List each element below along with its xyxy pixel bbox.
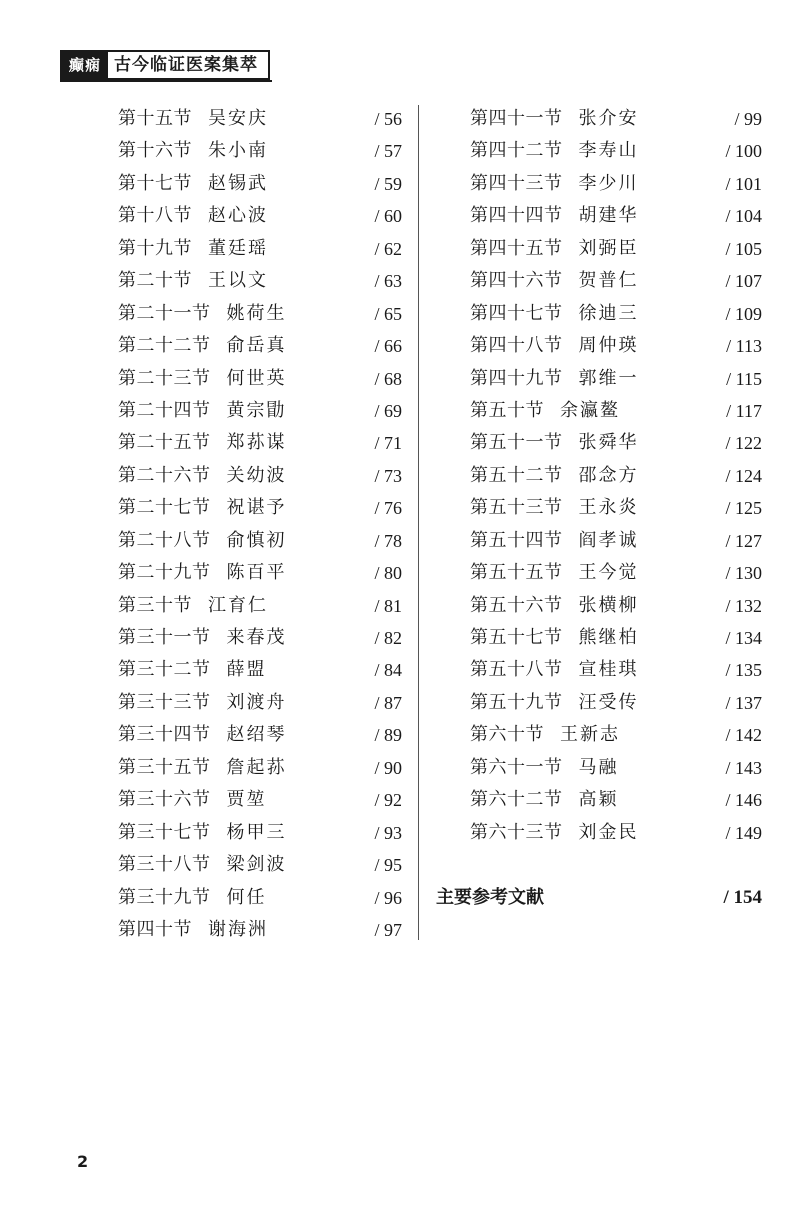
toc-entry[interactable] (118, 492, 402, 524)
toc-physician-name: 贾堃 (226, 789, 267, 811)
toc-section-label: 第五十节 (470, 399, 544, 421)
toc-entry[interactable] (470, 687, 762, 719)
toc-entry[interactable] (118, 654, 402, 686)
toc-page-number: / 105 (725, 238, 762, 259)
toc-physician-name: 张介安 (578, 108, 639, 129)
toc-page-number: / 81 (374, 595, 402, 616)
references-label: 主要参考文献 (436, 887, 544, 908)
toc-entry[interactable] (118, 168, 402, 200)
toc-section-label: 第二十八节 (118, 529, 211, 551)
toc-entry[interactable] (118, 233, 402, 265)
toc-physician-name: 江育仁 (208, 594, 268, 616)
toc-page-number: / 71 (374, 433, 402, 454)
toc-physician-name: 来春茂 (226, 627, 287, 648)
toc-page-number: / 125 (725, 498, 762, 519)
toc-right-column (470, 103, 762, 849)
toc-section-label: 第二十二节 (118, 335, 211, 357)
toc-page-number: / 78 (374, 530, 402, 551)
toc-section-label: 第三十五节 (118, 756, 211, 778)
toc-physician-name: 何任 (226, 886, 267, 908)
toc-entry[interactable] (118, 784, 402, 816)
toc-physician-name: 徐迪三 (578, 302, 639, 324)
toc-physician-name: 杨甲三 (226, 821, 287, 843)
toc-entry[interactable] (118, 817, 402, 849)
toc-entry[interactable] (118, 200, 402, 232)
toc-page-number: / 109 (725, 303, 762, 324)
toc-entry[interactable] (470, 752, 762, 784)
toc-page-number: / 73 (374, 465, 402, 486)
toc-section-label: 第二十节 (118, 270, 192, 292)
toc-physician-name: 谢海洲 (208, 918, 268, 940)
toc-page-number: / 68 (374, 368, 402, 389)
toc-page-number: / 135 (725, 660, 762, 681)
header-title: 古今临证医案集萃 (114, 55, 259, 75)
toc-section-label: 第十五节 (118, 108, 192, 129)
toc-page-number: / 124 (725, 465, 762, 486)
toc-section-label: 第二十七节 (118, 497, 211, 519)
toc-entry[interactable] (470, 363, 762, 395)
toc-physician-name: 赵心波 (208, 205, 268, 227)
toc-section-label: 第五十六节 (470, 594, 563, 616)
toc-section-label: 第三十三节 (118, 691, 211, 713)
toc-page-number: / 99 (734, 109, 762, 129)
header-tag: 癫痫 (62, 52, 108, 78)
toc-section-label: 第四十六节 (470, 270, 563, 292)
toc-page-number: / 143 (725, 757, 762, 778)
toc-entry[interactable] (470, 233, 762, 265)
toc-page-number: / 101 (725, 173, 762, 194)
toc-physician-name: 薛盟 (226, 659, 267, 681)
toc-entry[interactable] (118, 849, 402, 881)
toc-entry[interactable] (470, 103, 762, 135)
toc-left-column (118, 103, 402, 946)
toc-entry[interactable] (118, 363, 402, 395)
toc-physician-name: 宣桂琪 (578, 659, 639, 681)
toc-physician-name: 王新志 (560, 724, 620, 746)
toc-physician-name: 王永炎 (578, 497, 639, 519)
toc-page-number: / 87 (374, 692, 402, 713)
toc-physician-name: 俞岳真 (226, 335, 287, 357)
toc-entry[interactable] (118, 525, 402, 557)
toc-physician-name: 汪受传 (578, 691, 639, 713)
toc-physician-name: 李少川 (578, 172, 639, 194)
toc-page-number: / 56 (374, 109, 402, 129)
toc-page-number: / 104 (725, 206, 762, 227)
toc-section-label: 第十九节 (118, 237, 192, 259)
toc-entry[interactable] (118, 135, 402, 167)
toc-page-number: / 62 (374, 238, 402, 259)
toc-entry[interactable] (118, 882, 402, 914)
toc-physician-name: 关幼波 (226, 464, 287, 486)
toc-page-number: / 66 (374, 336, 402, 357)
toc-page-number: / 82 (374, 628, 402, 648)
toc-page-number: / 92 (374, 790, 402, 811)
toc-physician-name: 赵锡武 (208, 172, 268, 194)
toc-physician-name: 何世英 (226, 367, 287, 389)
toc-entry[interactable] (470, 719, 762, 751)
toc-section-label: 第六十节 (470, 724, 544, 746)
toc-physician-name: 阎孝诚 (578, 529, 639, 551)
toc-physician-name: 黄宗勖 (226, 399, 287, 421)
toc-section-label: 第四十五节 (470, 237, 563, 259)
toc-physician-name: 胡建华 (578, 205, 639, 227)
toc-page-number: / 96 (374, 887, 402, 908)
toc-page-number: / 113 (726, 336, 762, 357)
toc-physician-name: 姚荷生 (226, 302, 287, 324)
toc-physician-name: 吴安庆 (208, 108, 268, 129)
toc-entry[interactable] (118, 460, 402, 492)
toc-section-label: 第四十九节 (470, 367, 563, 389)
toc-page-number: / 93 (374, 822, 402, 843)
toc-entry[interactable] (118, 298, 402, 330)
toc-section-label: 第四十三节 (470, 172, 563, 194)
toc-page-number: / 89 (374, 725, 402, 746)
toc-section-label: 第五十五节 (470, 562, 563, 584)
toc-page-number: / 107 (725, 271, 762, 292)
toc-page-number: / 65 (374, 303, 402, 324)
toc-physician-name: 刘金民 (578, 821, 639, 843)
toc-page-number: / 57 (374, 141, 402, 162)
toc-page-number: / 95 (374, 855, 402, 876)
toc-physician-name: 祝谌予 (226, 497, 287, 519)
toc-section-label: 第六十二节 (470, 789, 563, 811)
toc-section-label: 第五十七节 (470, 627, 563, 648)
toc-entry[interactable] (118, 590, 402, 622)
toc-entry[interactable] (470, 784, 762, 816)
toc-physician-name: 朱小南 (208, 140, 268, 162)
toc-section-label: 第四十四节 (470, 205, 563, 227)
toc-section-label: 第三十七节 (118, 821, 211, 843)
toc-section-label: 第三十四节 (118, 724, 211, 746)
toc-entry[interactable] (118, 914, 402, 946)
toc-entry[interactable] (470, 168, 762, 200)
toc-entry[interactable] (470, 427, 762, 459)
toc-entry[interactable] (470, 200, 762, 232)
toc-entry[interactable] (470, 557, 762, 589)
toc-entry[interactable] (118, 395, 402, 427)
toc-section-label: 第四十八节 (470, 335, 563, 357)
toc-entry[interactable] (470, 330, 762, 362)
toc-page-number: / 122 (725, 433, 762, 454)
toc-physician-name: 梁剑波 (226, 854, 287, 876)
toc-entry[interactable] (118, 622, 402, 654)
toc-entry[interactable] (118, 265, 402, 297)
toc-section-label: 第二十六节 (118, 464, 211, 486)
toc-page-number: / 69 (374, 400, 402, 421)
toc-page-number: / 100 (725, 141, 762, 162)
toc-section-label: 第五十九节 (470, 691, 563, 713)
toc-section-label: 第二十五节 (118, 432, 211, 454)
running-header (60, 50, 270, 80)
toc-entry[interactable] (118, 719, 402, 751)
toc-physician-name: 张舜华 (578, 432, 639, 454)
toc-entry[interactable] (470, 265, 762, 297)
toc-physician-name: 余瀛鳌 (560, 399, 620, 421)
toc-section-label: 第二十一节 (118, 302, 211, 324)
toc-physician-name: 陈百平 (226, 562, 287, 584)
toc-physician-name: 董廷瑶 (208, 237, 268, 259)
toc-page-number: / 80 (374, 563, 402, 584)
toc-entry[interactable] (118, 427, 402, 459)
toc-physician-name: 郑荪谋 (226, 432, 287, 454)
toc-section-label: 第二十九节 (118, 562, 211, 584)
toc-section-label: 第六十一节 (470, 756, 563, 778)
toc-physician-name: 王今觉 (578, 562, 639, 584)
toc-page-number: / 90 (374, 757, 402, 778)
toc-entry[interactable] (118, 752, 402, 784)
toc-page-number: / 142 (725, 725, 762, 746)
toc-physician-name: 张横柳 (578, 594, 639, 616)
toc-page-number: / 146 (725, 790, 762, 811)
toc-page-number: / 59 (374, 173, 402, 194)
toc-entry[interactable] (470, 492, 762, 524)
toc-section-label: 第十七节 (118, 172, 192, 194)
toc-section-label: 第三十六节 (118, 789, 211, 811)
toc-section-label: 第三十节 (118, 594, 192, 616)
toc-section-label: 第三十二节 (118, 659, 211, 681)
toc-section-label: 第五十二节 (470, 464, 563, 486)
toc-entry[interactable] (470, 395, 762, 427)
toc-entry[interactable] (470, 460, 762, 492)
toc-physician-name: 周仲瑛 (578, 335, 639, 357)
toc-page-number: / 137 (725, 692, 762, 713)
toc-page-number: / 76 (374, 498, 402, 519)
toc-section-label: 第四十一节 (470, 108, 563, 129)
toc-section-label: 第六十三节 (470, 821, 563, 843)
toc-entry[interactable] (470, 622, 762, 654)
column-divider (418, 105, 419, 940)
header-rule (60, 80, 272, 82)
toc-page-number: / 149 (725, 822, 762, 843)
toc-entry[interactable] (118, 330, 402, 362)
toc-section-label: 第十六节 (118, 140, 192, 162)
toc-entry[interactable] (470, 590, 762, 622)
toc-page-number: / 134 (725, 628, 762, 648)
toc-page-number: / 115 (726, 368, 762, 389)
toc-section-label: 第三十九节 (118, 886, 211, 908)
toc-physician-name: 高颖 (578, 789, 619, 811)
toc-physician-name: 郭维一 (578, 367, 639, 389)
toc-entry-references[interactable] (436, 883, 762, 913)
toc-section-label: 第四十七节 (470, 302, 563, 324)
toc-physician-name: 邵念方 (578, 464, 639, 486)
toc-physician-name: 詹起荪 (226, 756, 287, 778)
toc-entry[interactable] (470, 298, 762, 330)
toc-page-number: / 97 (374, 919, 402, 940)
toc-section-label: 第五十一节 (470, 432, 563, 454)
toc-page-number: / 63 (374, 271, 402, 292)
toc-entry[interactable] (118, 687, 402, 719)
toc-physician-name: 王以文 (208, 270, 268, 292)
toc-physician-name: 刘弼臣 (578, 237, 639, 259)
toc-entry[interactable] (470, 817, 762, 849)
toc-section-label: 第五十八节 (470, 659, 563, 681)
toc-section-label: 第五十四节 (470, 529, 563, 551)
toc-physician-name: 贺普仁 (578, 270, 639, 292)
references-page: / 154 (723, 887, 762, 908)
toc-physician-name: 刘渡舟 (226, 691, 287, 713)
toc-entry[interactable] (470, 525, 762, 557)
toc-section-label: 第三十八节 (118, 854, 211, 876)
toc-physician-name: 赵绍琴 (226, 724, 287, 746)
toc-page-number: / 127 (725, 530, 762, 551)
toc-section-label: 第十八节 (118, 205, 192, 227)
toc-physician-name: 李寿山 (578, 140, 639, 162)
toc-section-label: 第二十三节 (118, 367, 211, 389)
toc-physician-name: 熊继柏 (578, 627, 639, 648)
toc-entry[interactable] (470, 654, 762, 686)
toc-physician-name: 马融 (578, 756, 619, 778)
toc-entry[interactable] (118, 557, 402, 589)
toc-page-number: / 117 (726, 400, 762, 421)
toc-section-label: 第三十一节 (118, 627, 211, 648)
page-number: 2 (77, 1152, 89, 1171)
toc-entry[interactable] (118, 103, 402, 135)
toc-section-label: 第二十四节 (118, 399, 211, 421)
toc-page-number: / 60 (374, 206, 402, 227)
toc-section-label: 第五十三节 (470, 497, 563, 519)
toc-page-number: / 84 (374, 660, 402, 681)
toc-section-label: 第四十二节 (470, 140, 563, 162)
toc-section-label: 第四十节 (118, 918, 192, 940)
toc-page-number: / 132 (725, 595, 762, 616)
toc-physician-name: 俞慎初 (226, 529, 287, 551)
toc-page-number: / 130 (725, 563, 762, 584)
toc-entry[interactable] (470, 135, 762, 167)
